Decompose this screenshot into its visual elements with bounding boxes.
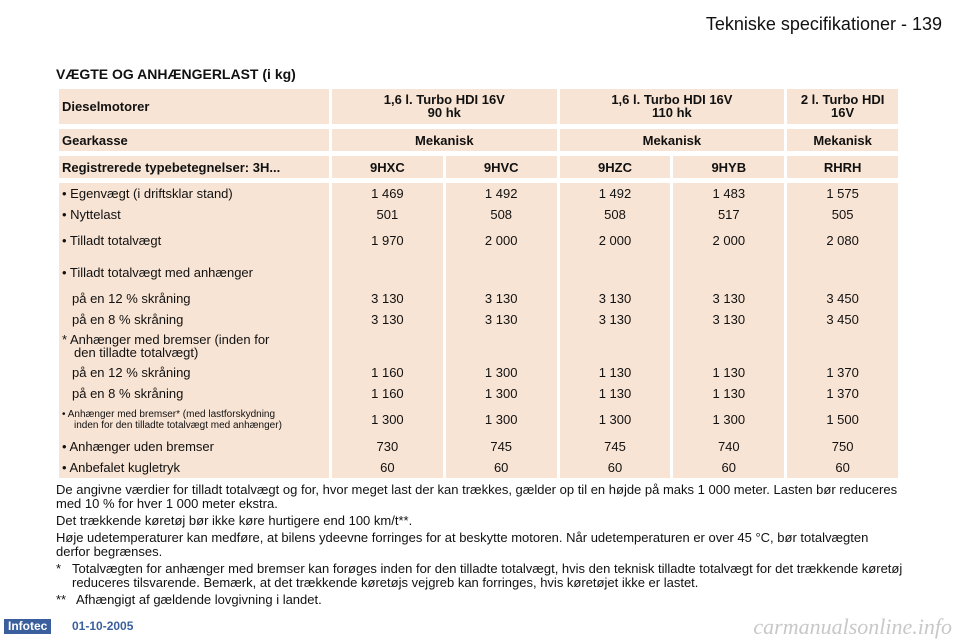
cell-value: 517	[673, 204, 784, 225]
cell-value: 1 130	[673, 383, 784, 404]
row-label: på en 8 % skråning	[59, 383, 329, 404]
row-label: * Anhænger med bremser (inden for den tilladte totalvægt)	[59, 330, 329, 361]
cell-value	[787, 330, 898, 361]
table-row	[59, 204, 898, 225]
footnote-2	[56, 593, 904, 607]
cell-value: 1 300	[560, 404, 671, 435]
table-row	[59, 225, 898, 256]
cell-value: 3 130	[673, 288, 784, 309]
row-label: • Tilladt totalvægt med anhænger	[59, 256, 329, 288]
cell-value	[673, 256, 784, 288]
notes-block	[56, 483, 904, 610]
cell-value: 1 300	[446, 404, 557, 435]
footnote-text: Afhængigt af gældende lovgivning i landet.	[76, 592, 322, 607]
cell-value: 1 492	[446, 183, 557, 204]
cell-value: 1 300	[446, 361, 557, 383]
engine-col-2: 1,6 l. Turbo HDI 16V 110 hk	[560, 89, 785, 124]
cell-value: 730	[332, 435, 443, 457]
row-label: på en 8 % skråning	[59, 309, 329, 330]
cell-value: 1 575	[787, 183, 898, 204]
cell-value: 1 130	[560, 383, 671, 404]
footer-date: 01-10-2005	[72, 619, 134, 633]
type-code-row	[59, 156, 898, 178]
cell-value: 505	[787, 204, 898, 225]
table-row	[59, 457, 898, 478]
gearbox-label: Gearkasse	[59, 129, 329, 151]
cell-value: 745	[560, 435, 671, 457]
cell-value: 1 130	[560, 361, 671, 383]
cell-value: 1 300	[446, 383, 557, 404]
footnote-1	[56, 562, 904, 590]
cell-value: 750	[787, 435, 898, 457]
table-row	[59, 435, 898, 457]
cell-value: 3 130	[446, 309, 557, 330]
cell-value	[673, 330, 784, 361]
cell-value: 1 970	[332, 225, 443, 256]
cell-value: 1 130	[673, 361, 784, 383]
cell-value: 1 492	[560, 183, 671, 204]
cell-value: 60	[787, 457, 898, 478]
cell-value: 508	[560, 204, 671, 225]
cell-value: 1 300	[673, 404, 784, 435]
cell-value: 60	[332, 457, 443, 478]
table-row	[59, 183, 898, 204]
weights-table	[56, 89, 901, 478]
table-row	[59, 383, 898, 404]
footnote-text: Totalvægten for anhænger med bremser kan forøges inden for den tilladte totalvægt, hvis den teknisk tilladte totalvægt for det trækkende køretøj reduceres tilsvarende. Bemærk, at det trækkende køretøjs vejgreb kan forringes, hvis køretøjet ikke er lastet.	[72, 561, 903, 590]
watermark: carmanualsonline.info	[753, 614, 952, 639]
cell-value: 3 130	[560, 309, 671, 330]
type-code-4: 9HYB	[673, 156, 784, 178]
engine-label: Dieselmotorer	[59, 89, 329, 124]
cell-value: 3 130	[446, 288, 557, 309]
page-header: Tekniske specifikationer - 139	[705, 14, 942, 34]
footnote-mark: **	[56, 592, 67, 607]
type-code-label: Registrerede typebetegnelser: 3H...	[59, 156, 329, 178]
cell-value: 3 130	[673, 309, 784, 330]
cell-value: 1 300	[332, 404, 443, 435]
cell-value	[446, 330, 557, 361]
row-label: på en 12 % skråning	[59, 288, 329, 309]
row-label: • Nyttelast	[59, 204, 329, 225]
row-label: • Anhænger med bremser* (med lastforskydning inden for den tilladte totalvægt med anhænger)	[59, 404, 329, 435]
row-label: • Tilladt totalvægt	[59, 225, 329, 256]
gearbox-col-1: Mekanisk	[332, 129, 557, 151]
type-code-5: RHRH	[787, 156, 898, 178]
type-code-3: 9HZC	[560, 156, 671, 178]
gearbox-row	[59, 129, 898, 151]
row-label: • Egenvægt (i driftsklar stand)	[59, 183, 329, 204]
cell-value: 1 469	[332, 183, 443, 204]
cell-value: 3 450	[787, 309, 898, 330]
cell-value	[446, 256, 557, 288]
cell-value: 3 130	[560, 288, 671, 309]
engine-col-1: 1,6 l. Turbo HDI 16V 90 hk	[332, 89, 557, 124]
row-label: • Anhænger uden bremser	[59, 435, 329, 457]
cell-value: 60	[560, 457, 671, 478]
gearbox-col-3: Mekanisk	[787, 129, 898, 151]
cell-value: 3 130	[332, 288, 443, 309]
table-row	[59, 256, 898, 288]
footnote-mark: *	[56, 561, 62, 576]
cell-value: 501	[332, 204, 443, 225]
section-title: VÆGTE OG ANHÆNGERLAST (i kg)	[56, 66, 296, 82]
cell-value	[560, 330, 671, 361]
engine-row	[59, 89, 898, 124]
note-temperature: Høje udetemperaturer kan medføre, at bilens ydeevne forringes for at beskytte motoren. Når udetemperaturen er over 45 °C, bør totalvægten derfor begrænses.	[56, 530, 869, 559]
infotec-logo: Infotec	[4, 619, 51, 634]
table-row	[59, 288, 898, 309]
cell-value	[332, 256, 443, 288]
cell-value: 3 450	[787, 288, 898, 309]
row-label: på en 12 % skråning	[59, 361, 329, 383]
cell-value: 740	[673, 435, 784, 457]
cell-value: 508	[446, 204, 557, 225]
cell-value: 1 160	[332, 383, 443, 404]
table-row	[59, 361, 898, 383]
cell-value: 2 000	[560, 225, 671, 256]
cell-value: 1 370	[787, 383, 898, 404]
cell-value: 60	[446, 457, 557, 478]
cell-value: 1 160	[332, 361, 443, 383]
cell-value	[332, 330, 443, 361]
table-row	[59, 404, 898, 435]
engine-col-3: 2 l. Turbo HDI 16V	[787, 89, 898, 124]
cell-value: 2 000	[446, 225, 557, 256]
cell-value: 745	[446, 435, 557, 457]
cell-value: 1 500	[787, 404, 898, 435]
cell-value: 1 483	[673, 183, 784, 204]
table-row	[59, 309, 898, 330]
table-row	[59, 330, 898, 361]
cell-value: 1 370	[787, 361, 898, 383]
gearbox-col-2: Mekanisk	[560, 129, 785, 151]
note-altitude: De angivne værdier for tilladt totalvægt og for, hvor meget last der kan trækkes, gælder op til en højde på maks 1 000 meter. Lasten bør reduceres med 10 % for hver 1 000 meter ekstra.	[56, 482, 898, 511]
cell-value: 3 130	[332, 309, 443, 330]
type-code-2: 9HVC	[446, 156, 557, 178]
cell-value: 2 000	[673, 225, 784, 256]
note-speed: Det trækkende køretøj bør ikke køre hurtigere end 100 km/t**.	[56, 513, 413, 528]
cell-value: 2 080	[787, 225, 898, 256]
row-label: • Anbefalet kugletryk	[59, 457, 329, 478]
cell-value	[787, 256, 898, 288]
cell-value	[560, 256, 671, 288]
cell-value: 60	[673, 457, 784, 478]
type-code-1: 9HXC	[332, 156, 443, 178]
